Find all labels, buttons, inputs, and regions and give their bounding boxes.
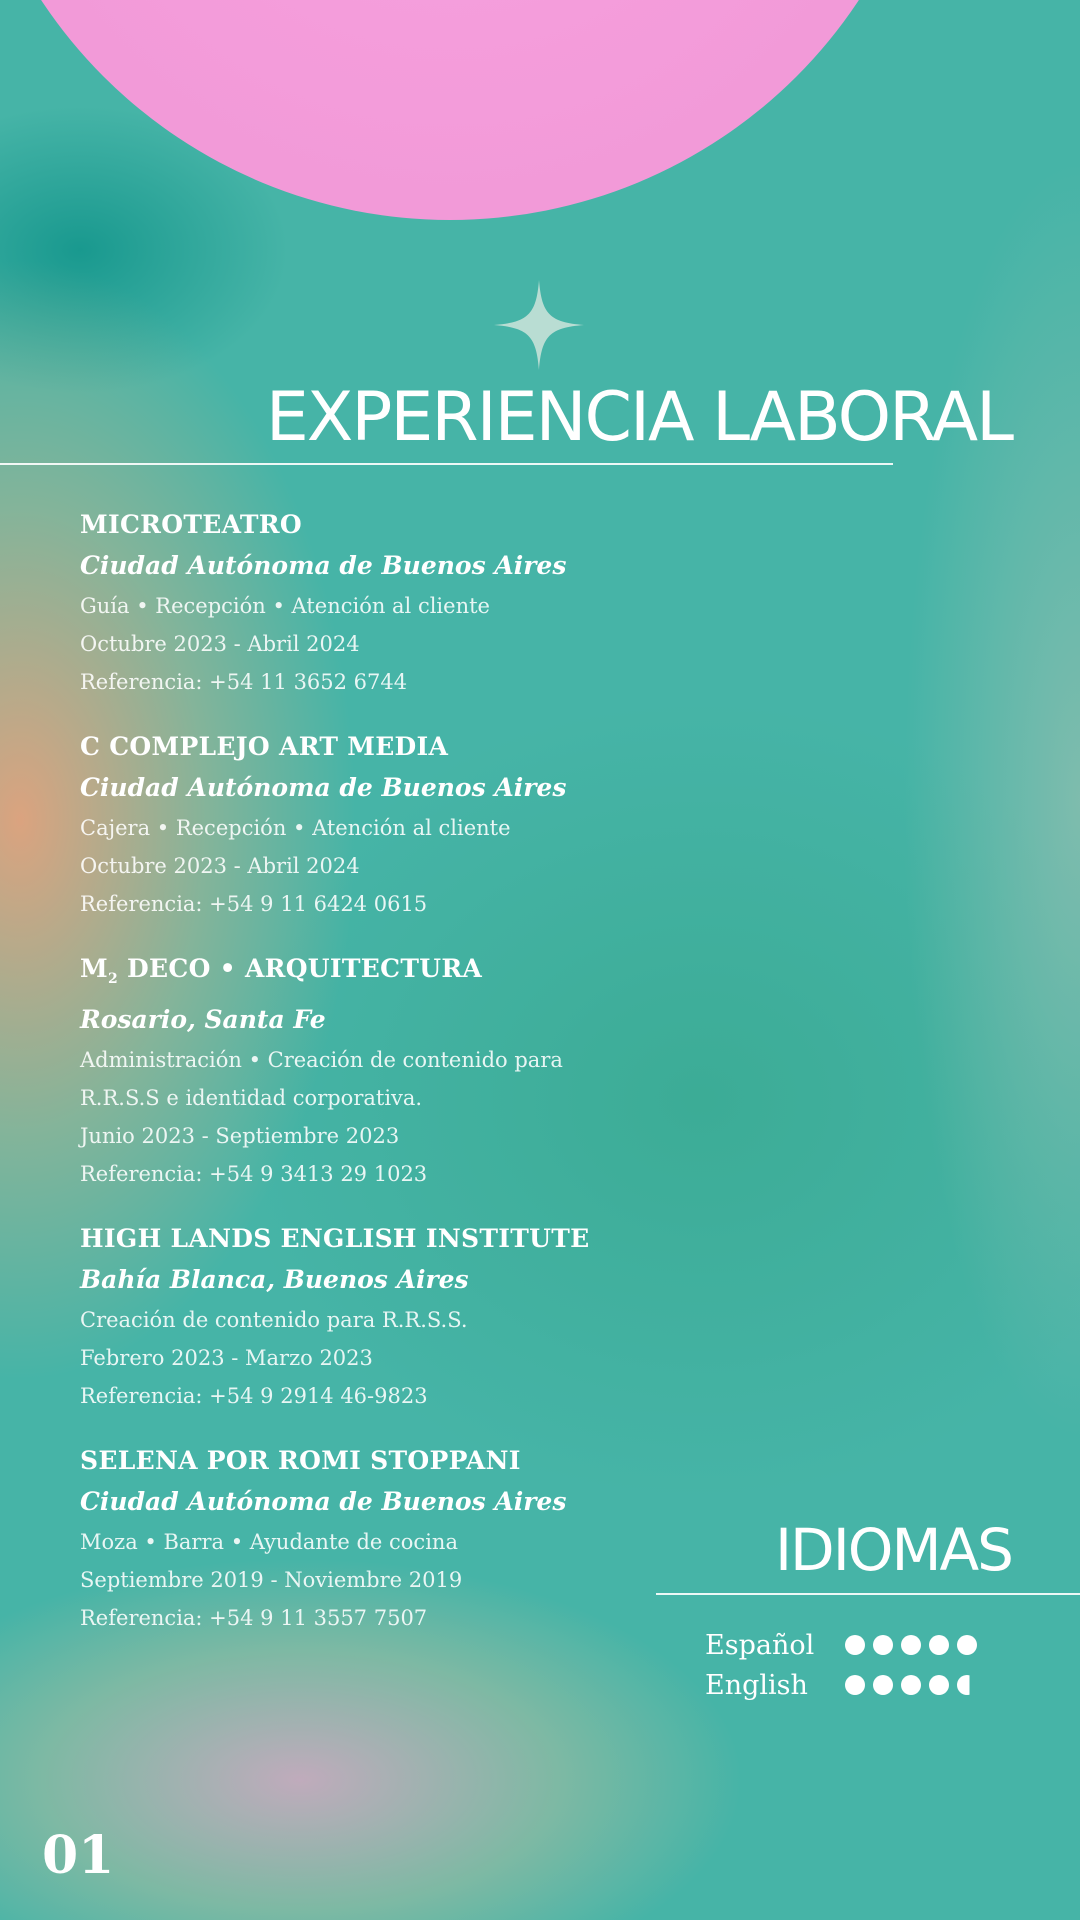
languages-title: IDIOMAS (774, 1516, 1012, 1584)
page-number: 01 (42, 1825, 115, 1886)
job-entry (80, 949, 600, 1193)
job-role: Administración • Creación de contenido para (80, 1048, 563, 1072)
level-dot (957, 1635, 977, 1655)
job-reference: Referencia: +54 9 3413 29 1023 (80, 1162, 428, 1186)
job-company-subscript: 2 (107, 971, 119, 987)
job-role: Guía • Recepción • Atención al cliente (80, 594, 490, 618)
language-row (705, 1625, 977, 1665)
job-entry (80, 505, 600, 701)
job-company (80, 949, 600, 999)
level-dot (957, 1675, 977, 1695)
level-dot (929, 1675, 949, 1695)
level-dot (873, 1635, 893, 1655)
job-period: Junio 2023 - Septiembre 2023 (80, 1124, 400, 1148)
job-role: Creación de contenido para R.R.S.S. (80, 1308, 468, 1332)
job-company-prefix: M (80, 954, 108, 983)
job-period: Febrero 2023 - Marzo 2023 (80, 1346, 373, 1370)
experience-list (80, 505, 600, 1663)
level-dot (901, 1675, 921, 1695)
job-location: Bahía Blanca, Buenos Aires (80, 1265, 469, 1294)
job-company: HIGH LANDS ENGLISH INSTITUTE (80, 1224, 590, 1253)
job-role: Moza • Barra • Ayudante de cocina (80, 1530, 458, 1554)
level-dot (845, 1635, 865, 1655)
experience-divider (0, 463, 893, 465)
job-location: Ciudad Autónoma de Buenos Aires (80, 551, 567, 580)
level-dot (901, 1635, 921, 1655)
languages-divider (656, 1593, 1080, 1595)
language-level-dots (845, 1675, 977, 1695)
job-company-name: DECO • ARQUITECTURA (127, 954, 483, 983)
job-reference: Referencia: +54 9 2914 46-9823 (80, 1384, 428, 1408)
job-period: Septiembre 2019 - Noviembre 2019 (80, 1568, 463, 1592)
experience-title: EXPERIENCIA LABORAL (265, 378, 1012, 457)
job-entry (80, 1219, 600, 1415)
job-entry (80, 1441, 600, 1637)
job-reference: Referencia: +54 11 3652 6744 (80, 670, 408, 694)
job-company: C COMPLEJO ART MEDIA (80, 732, 449, 761)
job-role: Cajera • Recepción • Atención al cliente (80, 816, 511, 840)
language-name: Español (705, 1629, 815, 1661)
job-period: Octubre 2023 - Abril 2024 (80, 854, 360, 878)
sparkle-icon (494, 280, 584, 370)
job-location: Rosario, Santa Fe (80, 1005, 326, 1034)
job-company: SELENA POR ROMI STOPPANI (80, 1446, 521, 1475)
languages-list (705, 1625, 977, 1705)
language-row (705, 1665, 977, 1705)
job-entry (80, 727, 600, 923)
level-dot (873, 1675, 893, 1695)
language-name: English (705, 1669, 808, 1701)
job-location: Ciudad Autónoma de Buenos Aires (80, 773, 567, 802)
job-reference: Referencia: +54 9 11 3557 7507 (80, 1606, 428, 1630)
job-role-continued: R.R.S.S e identidad corporativa. (80, 1086, 423, 1110)
job-location: Ciudad Autónoma de Buenos Aires (80, 1487, 567, 1516)
job-reference: Referencia: +54 9 11 6424 0615 (80, 892, 428, 916)
job-period: Octubre 2023 - Abril 2024 (80, 632, 360, 656)
level-dot (929, 1635, 949, 1655)
job-company: MICROTEATRO (80, 510, 302, 539)
language-level-dots (845, 1635, 977, 1655)
level-dot (845, 1675, 865, 1695)
